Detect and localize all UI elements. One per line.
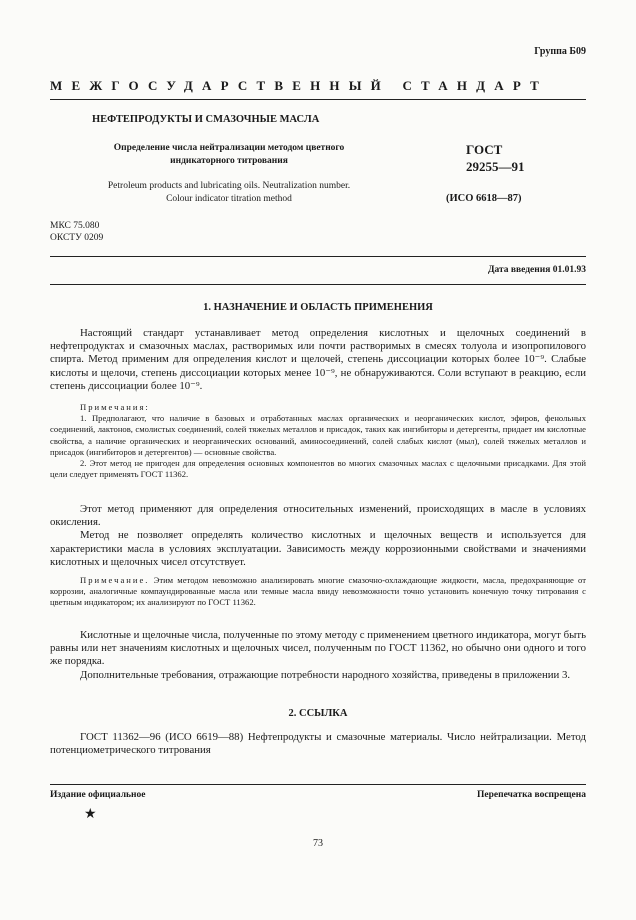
interstate-standard-banner: МЕЖГОСУДАРСТВЕННЫЙ СТАНДАРТ xyxy=(50,78,549,93)
additional-requirements-paragraph: Дополнительные требования, отражающие потребности народного хозяйства, приведены в приложении 3. xyxy=(80,668,571,681)
section-1-paragraphs-2-3 xyxy=(50,503,586,569)
section-rule xyxy=(50,284,586,285)
classification-codes xyxy=(50,220,103,244)
official-edition-label: Издание официальное xyxy=(50,790,146,800)
note-2: 2. Этот метод не пригоден для определения основных компонентов во многих смазочных маслах с щелочными присадками. Для этой цели следует применять ГОСТ 11362. xyxy=(50,458,586,480)
notes-label: Примечания: xyxy=(80,402,150,412)
note-3-text: Этим методом невозможно анализировать многие смазочно-охлаждающие жидкости, масла, предохраняющие от коррозии, аналогичные компаундированные масла или темные масла ввиду невозможности точно установить конечную точку титрования с цветным индикатором; их анализируют по ГОСТ 11362. xyxy=(50,575,586,608)
note-3-block xyxy=(50,575,586,609)
reprint-prohibited-label: Перепечатка воспрещена xyxy=(476,790,586,800)
gost-number: 29255—91 xyxy=(466,159,525,174)
section-1-paragraphs-4-5 xyxy=(50,629,586,682)
mks-code: МКС 75.080 xyxy=(50,221,100,231)
notes-block xyxy=(50,402,586,480)
gost-designation xyxy=(466,141,525,175)
section-1-paragraph-1 xyxy=(50,327,586,393)
note-1: 1. Предполагают, что наличие в базовых и отработанных маслах органических и неорганических кислот, эфиров, фенольных соединений, лактонов, смолистых соединений, солей тяжелых металлов и присадок, таких как ингибиторы и детергенты, придает им кислотные свойства, а наличие органических и неорганических оснований, аминосоединений, солей слабых кислот (мыл), солей тяжелых металлов и присадок (ингибиторов и детергентов) — основные свойства. xyxy=(50,413,586,457)
iso-reference: (ИСО 6618—87) xyxy=(446,193,522,204)
section-2-heading: 2. ССЫЛКА xyxy=(288,708,348,719)
page-number: 73 xyxy=(313,838,323,849)
note-3-label: Примечание. xyxy=(80,575,150,585)
reference-paragraph: ГОСТ 11362—96 (ИСО 6619—88) Нефтепродукты и смазочные материалы. Число нейтрализации. Метод потенциометрического титрования xyxy=(50,731,586,757)
header-rule xyxy=(50,99,586,100)
okstu-code: ОКСТУ 0209 xyxy=(50,233,104,243)
footer-rule xyxy=(50,784,586,785)
subtitle-russian: Определение числа нейтрализации методом цветного индикаторного титрования xyxy=(113,143,345,166)
document-title: НЕФТЕПРОДУКТЫ И СМАЗОЧНЫЕ МАСЛА xyxy=(92,114,320,125)
section-1-heading: 1. НАЗНАЧЕНИЕ И ОБЛАСТЬ ПРИМЕНЕНИЯ xyxy=(203,302,433,313)
method-limitation-paragraph: Метод не позволяет определять количество кислотных и щелочных веществ и используется для характеристики масла в условиях эксплуатации. Зависимость между коррозионными свойствами и значениями кислотных и щелочных чисел отсутствует. xyxy=(50,529,586,568)
subtitle-english: Petroleum products and lubricating oils. Neutralization number. Colour indicator titration method xyxy=(107,181,351,204)
gost-label: ГОСТ xyxy=(466,142,503,157)
introduction-date: Дата введения 01.01.93 xyxy=(487,265,586,275)
scope-paragraph: Настоящий стандарт устанавливает метод определения кислотных и щелочных соединений в нефтепродуктах и смазочных маслах, растворимых или почти растворимых в смесях толуола и изопропилового спирта. Метод применим для определения кислот и щелочей, степень диссоциации которых более 10⁻⁹. Слабые кислоты и щелочи, степень диссоциации которых менее 10⁻⁹, не обнаруживаются. Соли вступают в реакцию, если степень диссоциации более 10⁻⁹. xyxy=(50,327,586,392)
star-icon: ★ xyxy=(84,807,97,822)
oxidation-paragraph: Этот метод применяют для определения относительных изменений, происходящих в масле в условиях окисления. xyxy=(50,503,586,529)
acid-base-number-paragraph: Кислотные и щелочные числа, полученные по этому методу с применением цветного индикатора, могут быть равны или нет значениям кислотных и щелочных чисел, полученным по ГОСТ 11362, но обычно они одного и того же порядка. xyxy=(50,629,586,668)
group-code: Группа Б09 xyxy=(534,46,586,57)
section-2-paragraph xyxy=(50,731,586,757)
intro-rule xyxy=(50,256,586,257)
